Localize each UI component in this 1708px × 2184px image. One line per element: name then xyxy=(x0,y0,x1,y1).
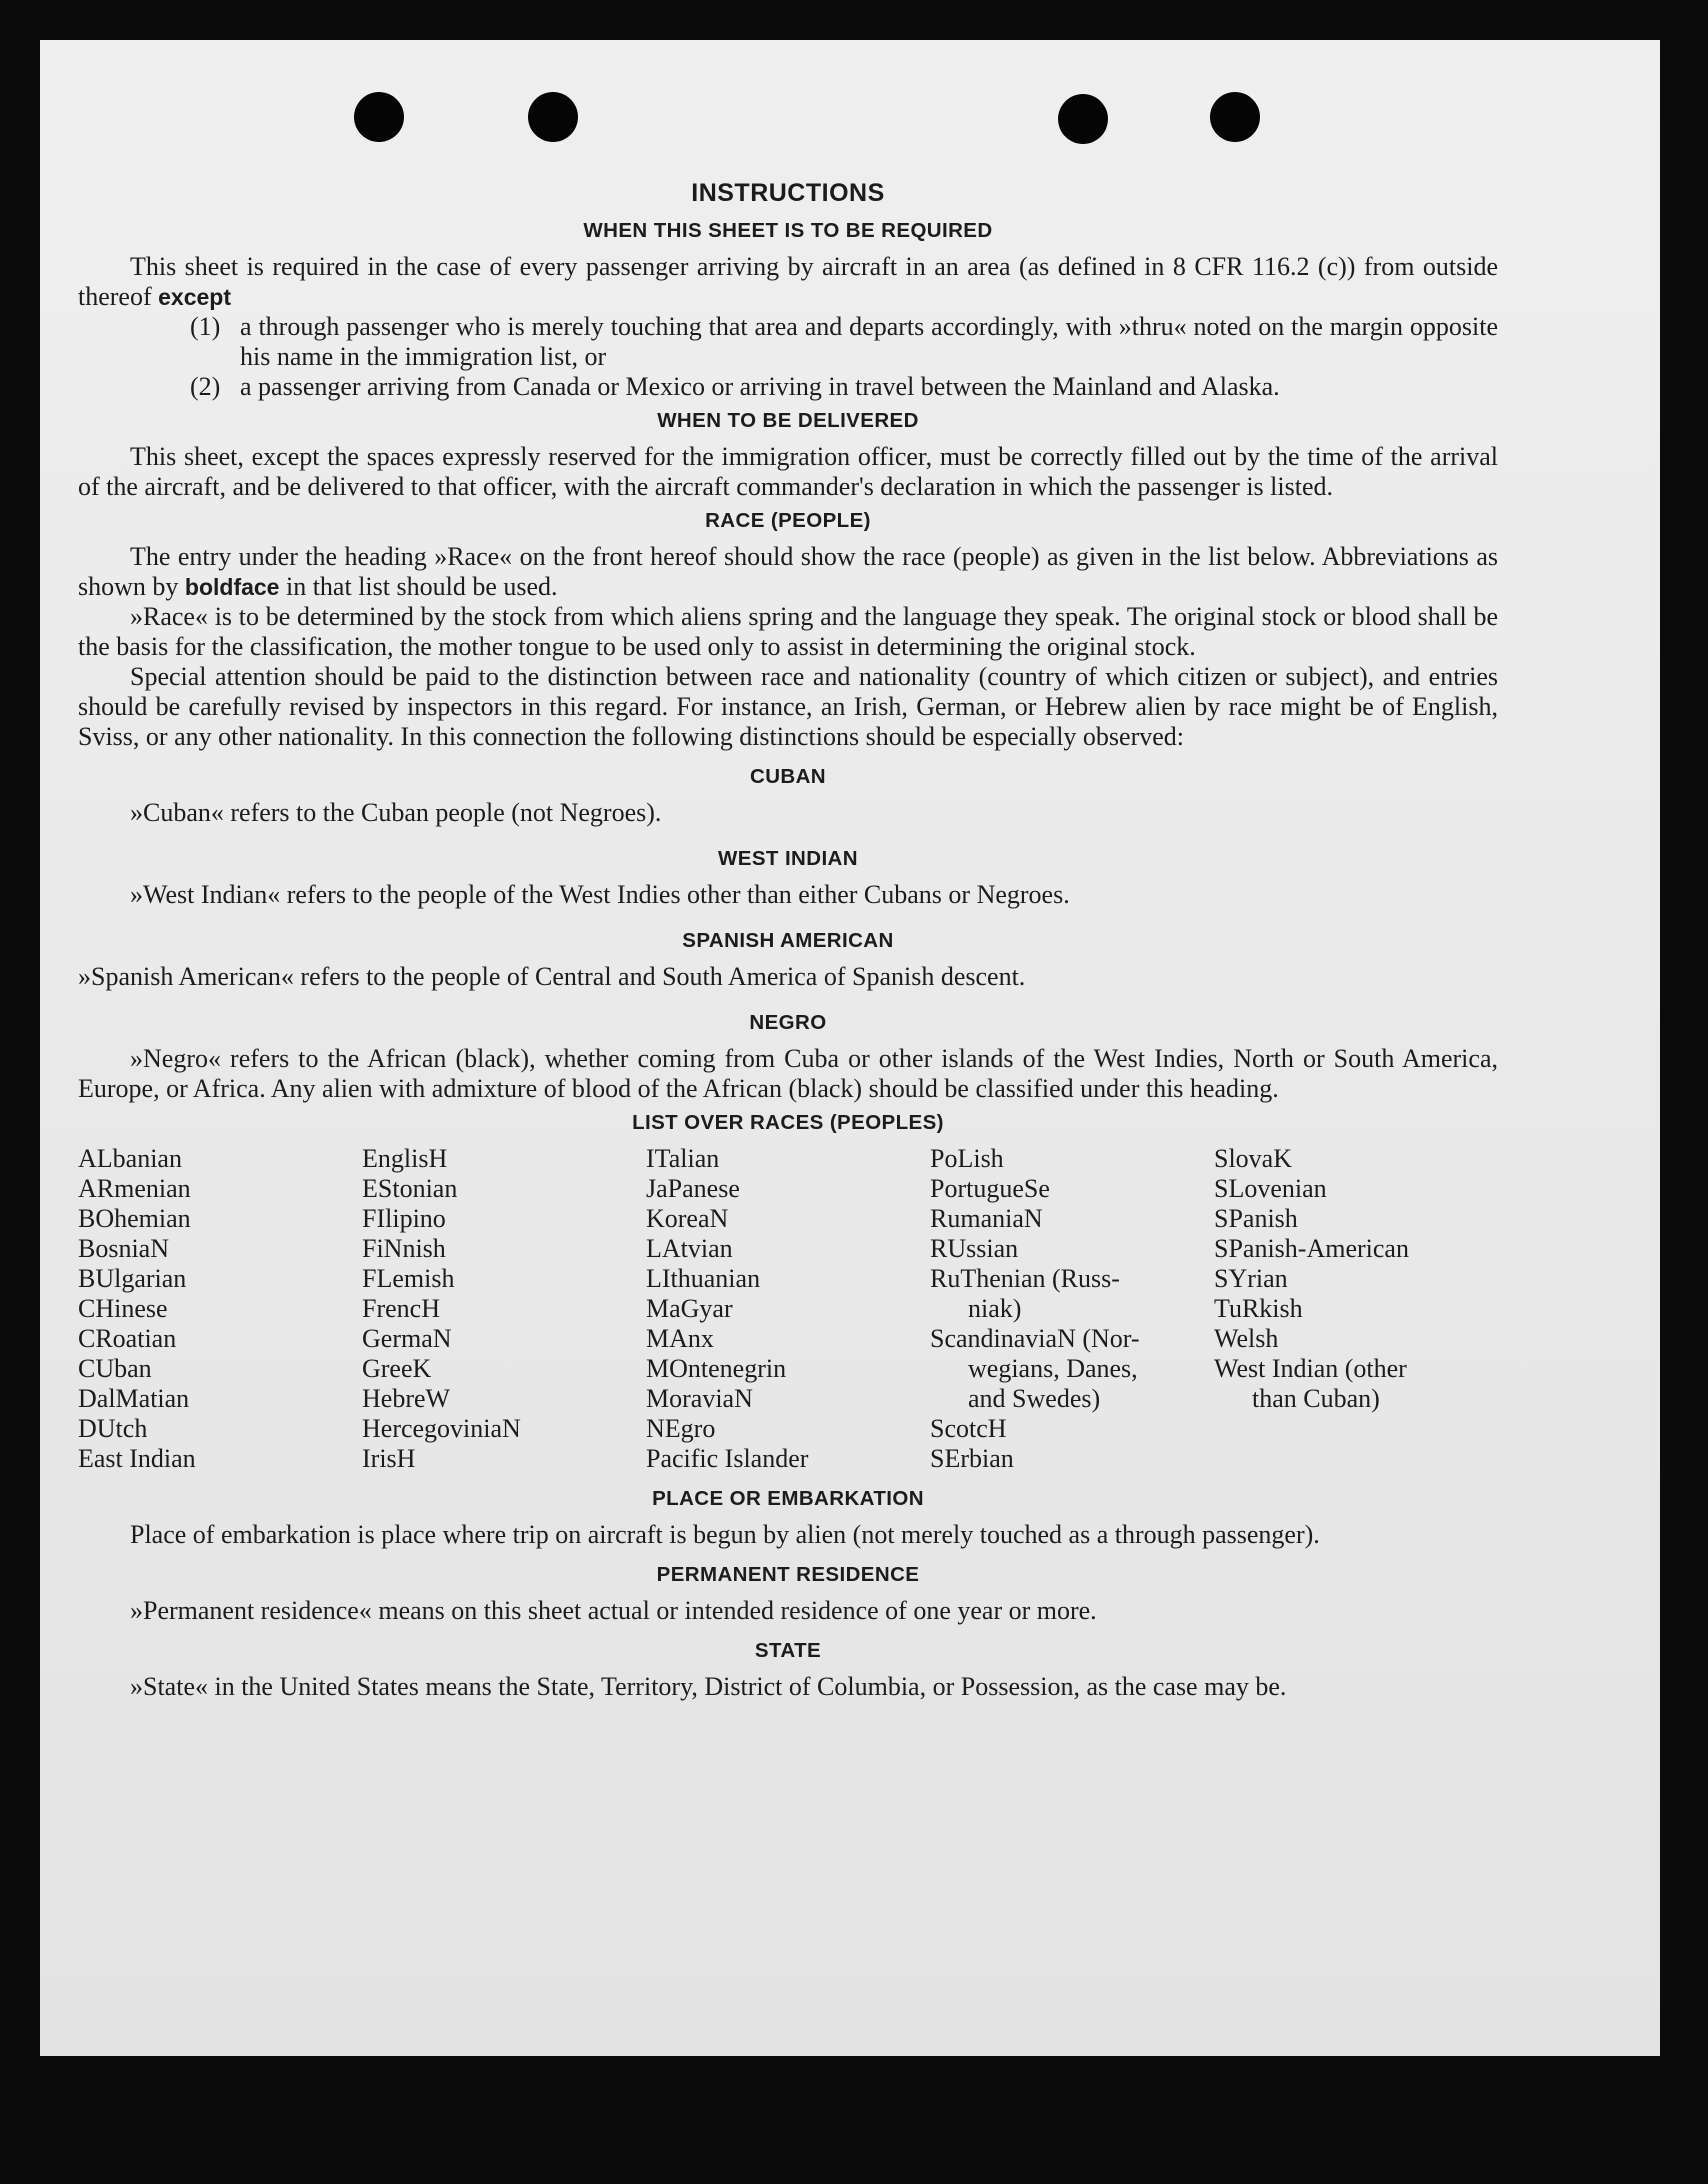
section-heading-race: RACE (PEOPLE) xyxy=(705,509,871,532)
section-heading-cuban: CUBAN xyxy=(749,765,827,788)
race-entry: MaGyar xyxy=(646,1294,733,1323)
required-intro-text: This sheet is required in the case of every passenger arriving by aircraft in an area (as defined in 8 CFR 116.2 (c)) from outside thereof xyxy=(78,252,1498,311)
list-item xyxy=(78,312,1498,372)
race-p1-bold: boldface xyxy=(184,574,280,600)
race-entry: PortugueSe xyxy=(930,1174,1050,1203)
races-column xyxy=(1214,1144,1498,1474)
delivered-text: This sheet, except the spaces expressly reserved for the immigration officer, must be correctly filled out by the time of the arrival of the aircraft, and be delivered to that officer, with the aircraft commander's declaration in which the passenger is listed. xyxy=(78,442,1498,501)
west-indian-text: »West Indian« refers to the people of the West Indies other than either Cubans or Negroes. xyxy=(130,880,1070,909)
race-entry: SYrian xyxy=(1214,1264,1288,1293)
instructions-content xyxy=(78,178,1498,1702)
race-entry: ARmenian xyxy=(78,1174,191,1203)
race-entry: SPanish xyxy=(1214,1204,1298,1233)
race-entry: West Indian (other xyxy=(1214,1354,1407,1383)
negro-text: »Negro« refers to the African (black), whether coming from Cuba or other islands of the West Indies, North or South America, Europe, or Africa. Any alien with admixture of blood of the African (black) should be classified under this heading. xyxy=(78,1044,1498,1103)
race-entry: HercegoviniaN xyxy=(362,1414,521,1443)
race-p1-before: The entry under the heading »Race« on the front hereof should show the race (people) as given in the list below. Abbreviations as shown by xyxy=(78,542,1498,601)
item-text: a passenger arriving from Canada or Mexico or arriving in travel between the Mainland and Alaska. xyxy=(240,372,1280,401)
item-text: a through passenger who is merely touching that area and departs accordingly, with »thru« noted on the margin opposite his name in the immigration list, or xyxy=(240,312,1498,371)
race-entry: RumaniaN xyxy=(930,1204,1043,1233)
race-entry: niak) xyxy=(968,1294,1022,1323)
race-entry: SErbian xyxy=(930,1444,1014,1473)
race-entry: PoLish xyxy=(930,1144,1004,1173)
race-entry: MAnx xyxy=(646,1324,714,1353)
section-heading-delivered: WHEN TO BE DELIVERED xyxy=(657,409,919,432)
race-entry: KoreaN xyxy=(646,1204,729,1233)
race-p1-after: in that list should be used. xyxy=(285,572,558,601)
race-entry: TuRkish xyxy=(1214,1294,1303,1323)
races-list xyxy=(78,1144,1498,1474)
race-entry: ALbanian xyxy=(78,1144,182,1173)
punch-hole xyxy=(1210,92,1260,142)
race-entry: and Swedes) xyxy=(968,1384,1101,1413)
race-entry: CUban xyxy=(78,1354,152,1383)
race-entry: FIlipino xyxy=(362,1204,446,1233)
race-entry: ITalian xyxy=(646,1144,720,1173)
race-paragraph-2: »Race« is to be determined by the stock from which aliens spring and the language they speak. The original stock or blood shall be the basis for the classification, the mother tongue to be used only to assist in determining the original stock. xyxy=(78,602,1498,661)
race-entry: IrisH xyxy=(362,1444,416,1473)
races-column xyxy=(930,1144,1214,1474)
punch-hole xyxy=(528,92,578,142)
races-column xyxy=(78,1144,362,1474)
race-entry: DUtch xyxy=(78,1414,148,1443)
list-item xyxy=(78,372,1498,402)
race-entry: Pacific Islander xyxy=(646,1444,809,1473)
embarkation-text: Place of embarkation is place where trip on aircraft is begun by alien (not merely touched as a through passenger). xyxy=(130,1520,1320,1549)
races-column xyxy=(646,1144,930,1474)
race-entry: GreeK xyxy=(362,1354,432,1383)
item-number: (1) xyxy=(190,312,221,341)
race-entry: MOntenegrin xyxy=(646,1354,787,1383)
race-entry: FLemish xyxy=(362,1264,455,1293)
race-entry: East Indian xyxy=(78,1444,196,1473)
race-entry: than Cuban) xyxy=(1252,1384,1380,1413)
section-heading-state: STATE xyxy=(754,1639,822,1662)
race-entry: BOhemian xyxy=(78,1204,191,1233)
race-entry: SLovenian xyxy=(1214,1174,1327,1203)
spanish-american-text: »Spanish American« refers to the people of Central and South America of Spanish descent. xyxy=(78,962,1026,991)
section-heading-negro: NEGRO xyxy=(749,1011,827,1034)
punch-hole xyxy=(1058,94,1108,144)
race-entry: CRoatian xyxy=(78,1324,177,1353)
races-column xyxy=(362,1144,646,1474)
section-heading-residence: PERMANENT RESIDENCE xyxy=(656,1563,920,1586)
race-entry: BosniaN xyxy=(78,1234,169,1263)
race-entry: BUlgarian xyxy=(78,1264,187,1293)
race-entry: JaPanese xyxy=(646,1174,740,1203)
race-entry: FiNnish xyxy=(362,1234,446,1263)
race-entry: SlovaK xyxy=(1214,1144,1292,1173)
race-entry: ScotcH xyxy=(930,1414,1007,1443)
section-heading-list: LIST OVER RACES (PEOPLES) xyxy=(632,1111,944,1134)
section-heading-spanish-american: SPANISH AMERICAN xyxy=(682,929,894,952)
section-heading-west-indian: WEST INDIAN xyxy=(718,847,858,870)
race-entry: DalMatian xyxy=(78,1384,190,1413)
race-entry: MoraviaN xyxy=(646,1384,753,1413)
race-entry: GermaN xyxy=(362,1324,452,1353)
race-entry: FrencH xyxy=(362,1294,440,1323)
race-entry: HebreW xyxy=(362,1384,451,1413)
race-entry: EnglisH xyxy=(362,1144,448,1173)
race-entry: LAtvian xyxy=(646,1234,733,1263)
item-number: (2) xyxy=(190,372,221,401)
race-entry: ScandinaviaN (Nor- xyxy=(930,1324,1140,1353)
race-paragraph-3: Special attention should be paid to the distinction between race and nationality (country of which citizen or subject), and entries should be carefully revised by inspectors in this regard. For instance, an Irish, German, or Hebrew alien by race might be of English, Sviss, or any other nationality. In this connection the following distinctions should be especially observed: xyxy=(78,662,1498,751)
required-intro-emphasis: except xyxy=(158,284,231,310)
required-intro xyxy=(78,252,1498,312)
race-entry: RUssian xyxy=(930,1234,1019,1263)
race-entry: SPanish-American xyxy=(1214,1234,1409,1263)
race-entry: CHinese xyxy=(78,1294,168,1323)
race-entry: LIthuanian xyxy=(646,1264,761,1293)
punch-hole xyxy=(354,92,404,142)
page-title: INSTRUCTIONS xyxy=(691,179,885,207)
race-entry: EStonian xyxy=(362,1174,458,1203)
race-entry: RuThenian (Russ- xyxy=(930,1264,1120,1293)
cuban-text: »Cuban« refers to the Cuban people (not Negroes). xyxy=(130,798,662,827)
section-heading-required: WHEN THIS SHEET IS TO BE REQUIRED xyxy=(583,219,993,242)
race-entry: Welsh xyxy=(1214,1324,1279,1353)
state-text: »State« in the United States means the State, Territory, District of Columbia, or Possession, as the case may be. xyxy=(130,1672,1287,1701)
race-entry: NEgro xyxy=(646,1414,716,1443)
race-paragraph-1 xyxy=(78,542,1498,602)
race-entry: wegians, Danes, xyxy=(968,1354,1138,1383)
residence-text: »Permanent residence« means on this sheet actual or intended residence of one year or more. xyxy=(130,1596,1097,1625)
section-heading-embarkation: PLACE OR EMBARKATION xyxy=(652,1487,924,1510)
